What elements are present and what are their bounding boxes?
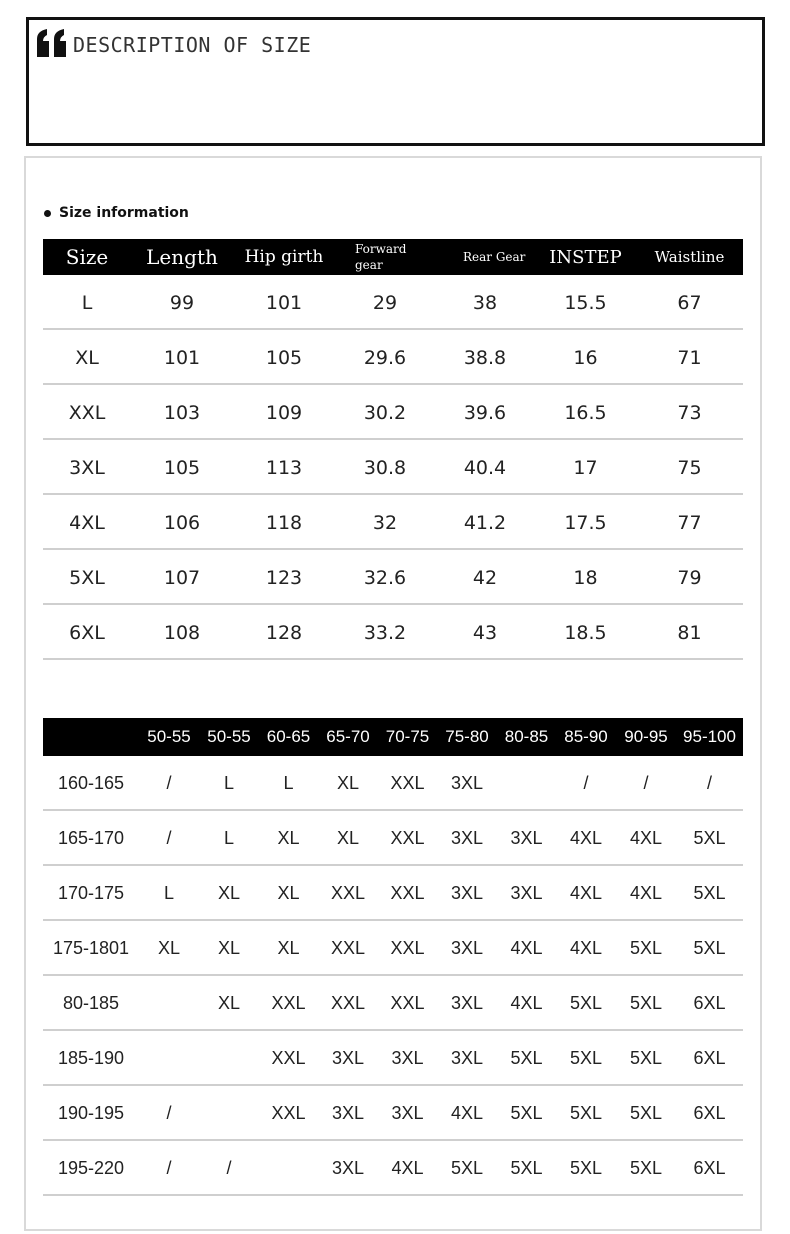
size-cell: L	[199, 756, 259, 810]
size-cell: XL	[259, 810, 318, 865]
table-row	[43, 756, 743, 810]
table-cell: 73	[636, 384, 743, 439]
size-cell: 5XL	[616, 920, 676, 975]
size-cell: XXL	[378, 756, 437, 810]
size-cell: 3XL	[318, 1030, 378, 1085]
col-header: 65-70	[318, 718, 378, 756]
size-cell: 5XL	[497, 1085, 556, 1140]
size-cell	[199, 1085, 259, 1140]
table-cell: XL	[43, 329, 131, 384]
fit-table	[43, 718, 743, 1196]
table-cell: 15.5	[535, 275, 636, 329]
size-cell: 4XL	[556, 865, 616, 920]
size-cell: /	[139, 810, 199, 865]
table-cell: 101	[233, 275, 335, 329]
col-header-instep: INSTEP	[535, 239, 636, 275]
table-cell: 106	[131, 494, 233, 549]
size-cell: 6XL	[676, 1030, 743, 1085]
table-cell: 43	[435, 604, 535, 659]
size-cell	[259, 1140, 318, 1195]
col-header-rear-gear: Rear Gear	[435, 239, 535, 275]
size-cell: XXL	[318, 920, 378, 975]
col-header	[43, 718, 139, 756]
size-cell: 5XL	[616, 1030, 676, 1085]
height-range-cell: 80-185	[43, 975, 139, 1030]
size-cell: XL	[259, 920, 318, 975]
table-row	[43, 1085, 743, 1140]
size-cell: 4XL	[616, 865, 676, 920]
size-cell: XL	[199, 920, 259, 975]
table-cell: 33.2	[335, 604, 435, 659]
table-cell: 109	[233, 384, 335, 439]
height-range-cell: 175-1801	[43, 920, 139, 975]
table-cell: 40.4	[435, 439, 535, 494]
table-cell: 77	[636, 494, 743, 549]
size-cell: /	[139, 756, 199, 810]
size-cell: /	[616, 756, 676, 810]
size-cell: 4XL	[497, 975, 556, 1030]
table-cell: 103	[131, 384, 233, 439]
size-cell: 3XL	[437, 1030, 497, 1085]
table-row	[43, 1030, 743, 1085]
size-cell: 6XL	[676, 1140, 743, 1195]
size-cell: XL	[199, 865, 259, 920]
height-range-cell: 165-170	[43, 810, 139, 865]
size-table	[43, 239, 743, 660]
table-cell: 101	[131, 329, 233, 384]
size-cell: L	[259, 756, 318, 810]
table-cell: 38.8	[435, 329, 535, 384]
table-cell: 42	[435, 549, 535, 604]
table-cell: 75	[636, 439, 743, 494]
size-cell: /	[676, 756, 743, 810]
size-cell: 5XL	[497, 1030, 556, 1085]
col-header: 90-95	[616, 718, 676, 756]
height-range-cell: 195-220	[43, 1140, 139, 1195]
size-cell: XL	[318, 756, 378, 810]
size-cell: /	[556, 756, 616, 810]
height-range-cell: 160-165	[43, 756, 139, 810]
size-cell: 5XL	[556, 1140, 616, 1195]
table-cell: 118	[233, 494, 335, 549]
size-cell: XL	[199, 975, 259, 1030]
size-cell: 5XL	[616, 1140, 676, 1195]
table-cell: 3XL	[43, 439, 131, 494]
size-cell: /	[139, 1085, 199, 1140]
table-cell: 17	[535, 439, 636, 494]
size-cell: 3XL	[437, 756, 497, 810]
size-cell: /	[139, 1140, 199, 1195]
bullet-icon	[44, 210, 51, 217]
col-header: 50-55	[139, 718, 199, 756]
size-cell: XXL	[318, 865, 378, 920]
size-cell: XL	[318, 810, 378, 865]
size-cell: 3XL	[497, 865, 556, 920]
col-header-forward-gear: Forward gear	[335, 239, 435, 275]
table-cell: XXL	[43, 384, 131, 439]
size-cell: 5XL	[616, 975, 676, 1030]
table-row	[43, 494, 743, 549]
table-cell: 5XL	[43, 549, 131, 604]
table-row	[43, 975, 743, 1030]
size-cell: 3XL	[437, 975, 497, 1030]
table-cell: 29.6	[335, 329, 435, 384]
size-cell: 5XL	[437, 1140, 497, 1195]
table-cell: 81	[636, 604, 743, 659]
size-cell: XXL	[378, 920, 437, 975]
header-box	[26, 17, 765, 146]
size-cell: 3XL	[497, 810, 556, 865]
size-cell	[139, 975, 199, 1030]
size-cell: 6XL	[676, 975, 743, 1030]
size-cell: XXL	[259, 1030, 318, 1085]
size-cell: XXL	[318, 975, 378, 1030]
table-cell: 41.2	[435, 494, 535, 549]
table-cell: 17.5	[535, 494, 636, 549]
size-cell: 3XL	[378, 1085, 437, 1140]
size-cell: XL	[259, 865, 318, 920]
col-header-size: Size	[43, 239, 131, 275]
size-cell	[199, 1030, 259, 1085]
table-cell: 128	[233, 604, 335, 659]
table-cell: 30.2	[335, 384, 435, 439]
table-cell: 99	[131, 275, 233, 329]
table-cell: 108	[131, 604, 233, 659]
size-cell: 6XL	[676, 1085, 743, 1140]
size-cell: 4XL	[616, 810, 676, 865]
col-header-hip-girth: Hip girth	[233, 239, 335, 275]
table-cell: 71	[636, 329, 743, 384]
col-header-waistline: Waistline	[636, 239, 743, 275]
table-cell: 79	[636, 549, 743, 604]
size-cell: 5XL	[497, 1140, 556, 1195]
table-cell: 16.5	[535, 384, 636, 439]
table-cell: 105	[131, 439, 233, 494]
table-cell: 18.5	[535, 604, 636, 659]
size-cell: 4XL	[378, 1140, 437, 1195]
table-cell: 123	[233, 549, 335, 604]
size-cell: 5XL	[676, 920, 743, 975]
size-cell: 5XL	[616, 1085, 676, 1140]
table-cell: 107	[131, 549, 233, 604]
col-header: 80-85	[497, 718, 556, 756]
size-cell: 3XL	[437, 865, 497, 920]
col-header: 75-80	[437, 718, 497, 756]
table-cell: 6XL	[43, 604, 131, 659]
size-cell: 3XL	[437, 810, 497, 865]
table-cell: 39.6	[435, 384, 535, 439]
table-cell: 4XL	[43, 494, 131, 549]
col-header: 50-55	[199, 718, 259, 756]
size-cell	[139, 1030, 199, 1085]
size-cell: 3XL	[378, 1030, 437, 1085]
table-cell: 16	[535, 329, 636, 384]
size-cell: 4XL	[437, 1085, 497, 1140]
table-row	[43, 439, 743, 494]
table-row	[43, 865, 743, 920]
size-cell: 5XL	[676, 865, 743, 920]
size-cell: XXL	[259, 975, 318, 1030]
size-cell: 4XL	[497, 920, 556, 975]
quote-icon	[35, 29, 69, 57]
table-row	[43, 920, 743, 975]
col-header: 60-65	[259, 718, 318, 756]
table-row	[43, 604, 743, 659]
size-cell: 4XL	[556, 920, 616, 975]
col-header: 85-90	[556, 718, 616, 756]
table-cell: 105	[233, 329, 335, 384]
size-cell: L	[199, 810, 259, 865]
table-row	[43, 810, 743, 865]
table-cell: 29	[335, 275, 435, 329]
size-cell: XXL	[378, 975, 437, 1030]
size-cell: XXL	[259, 1085, 318, 1140]
table-cell: 32	[335, 494, 435, 549]
table-row	[43, 275, 743, 329]
table-cell: 113	[233, 439, 335, 494]
size-cell: 4XL	[556, 810, 616, 865]
table-cell: 67	[636, 275, 743, 329]
size-cell: XL	[139, 920, 199, 975]
size-cell: XXL	[378, 810, 437, 865]
table-row	[43, 384, 743, 439]
height-range-cell: 190-195	[43, 1085, 139, 1140]
col-header-length: Length	[131, 239, 233, 275]
size-cell: L	[139, 865, 199, 920]
table-cell: 32.6	[335, 549, 435, 604]
size-cell	[497, 756, 556, 810]
page-title: DESCRIPTION OF SIZE	[73, 33, 312, 57]
table-row	[43, 1140, 743, 1195]
height-range-cell: 170-175	[43, 865, 139, 920]
height-range-cell: 185-190	[43, 1030, 139, 1085]
table-cell: 38	[435, 275, 535, 329]
table-row	[43, 549, 743, 604]
size-cell: 3XL	[318, 1140, 378, 1195]
section-label	[44, 205, 189, 221]
size-cell: XXL	[378, 865, 437, 920]
col-header: 70-75	[378, 718, 437, 756]
size-cell: /	[199, 1140, 259, 1195]
section-label-text: Size information	[59, 205, 189, 221]
size-cell: 5XL	[556, 1085, 616, 1140]
size-cell: 3XL	[437, 920, 497, 975]
size-cell: 5XL	[676, 810, 743, 865]
table-row	[43, 329, 743, 384]
table-cell: L	[43, 275, 131, 329]
size-table-header	[43, 239, 743, 275]
size-cell: 3XL	[318, 1085, 378, 1140]
table-cell: 18	[535, 549, 636, 604]
size-cell: 5XL	[556, 1030, 616, 1085]
col-header: 95-100	[676, 718, 743, 756]
table-cell: 30.8	[335, 439, 435, 494]
size-cell: 5XL	[556, 975, 616, 1030]
fit-table-header	[43, 718, 743, 756]
